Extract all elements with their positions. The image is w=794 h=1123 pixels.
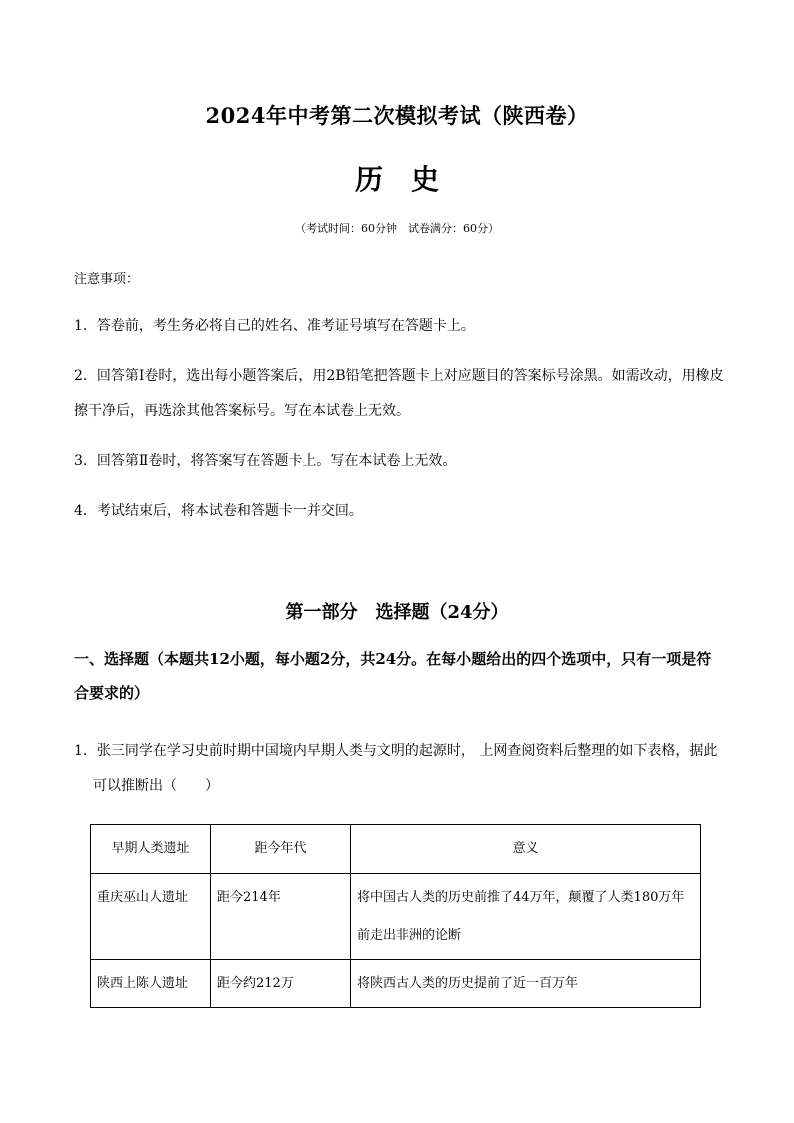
table-header: 距今年代: [211, 825, 351, 874]
subject-title: 历史: [354, 163, 467, 196]
question-1: [74, 734, 724, 804]
question-1-line2: 可以推断出（ ）: [93, 778, 219, 794]
section-title: 第一部分 选择题（24分）: [285, 602, 509, 623]
table-cell: 重庆巫山人遗址: [91, 874, 211, 960]
table-header: 意义: [351, 825, 701, 874]
table-cell: 陕西上陈人遗址: [91, 960, 211, 1008]
table-cell: 将陕西古人类的历史提前了近一百万年: [351, 960, 701, 1008]
note-2: 2．回答第Ⅰ卷时，选出每小题答案后，用2B铅笔把答题卡上对应题目的答案标号涂黑。如需改动，用橡皮擦干净后，再选涂其他答案标号。写在本试卷上无效。: [74, 368, 724, 419]
info-table: [90, 824, 701, 1008]
table-row: [91, 960, 701, 1008]
table-header: 早期人类遗址: [91, 825, 211, 874]
table-cell: 距今214年: [211, 874, 351, 960]
exam-title: 2024年中考第二次模拟考试（陕西卷）: [205, 103, 589, 128]
note-3: 3．回答第Ⅱ卷时，将答案写在答题卡上。写在本试卷上无效。: [74, 453, 457, 469]
table-header-row: [91, 825, 701, 874]
note-1: 1．答卷前，考生务必将自己的姓名、准考证号填写在答题卡上。: [74, 318, 475, 334]
table-row: [91, 874, 701, 960]
note-4: 4．考试结束后，将本试卷和答题卡一并交回。: [74, 503, 363, 519]
question-1-line1: 1．张三同学在学习史前时期中国境内早期人类与文明的起源时， 上网查阅资料后整理的如下表格，据此: [74, 743, 718, 759]
exam-info: （考试时间：60分钟 试卷满分：60分）: [295, 222, 499, 235]
notes-heading: 注意事项：: [74, 272, 140, 287]
table-cell: 将中国古人类的历史前推了44万年，颠覆了人类180万年前走出非洲的论断: [351, 874, 701, 960]
table-cell: 距今约212万: [211, 960, 351, 1008]
section-instruction: 一、选择题（本题共12小题，每小题2分，共24分。在每小题给出的四个选项中，只有一项是符合要求的）: [74, 650, 712, 702]
